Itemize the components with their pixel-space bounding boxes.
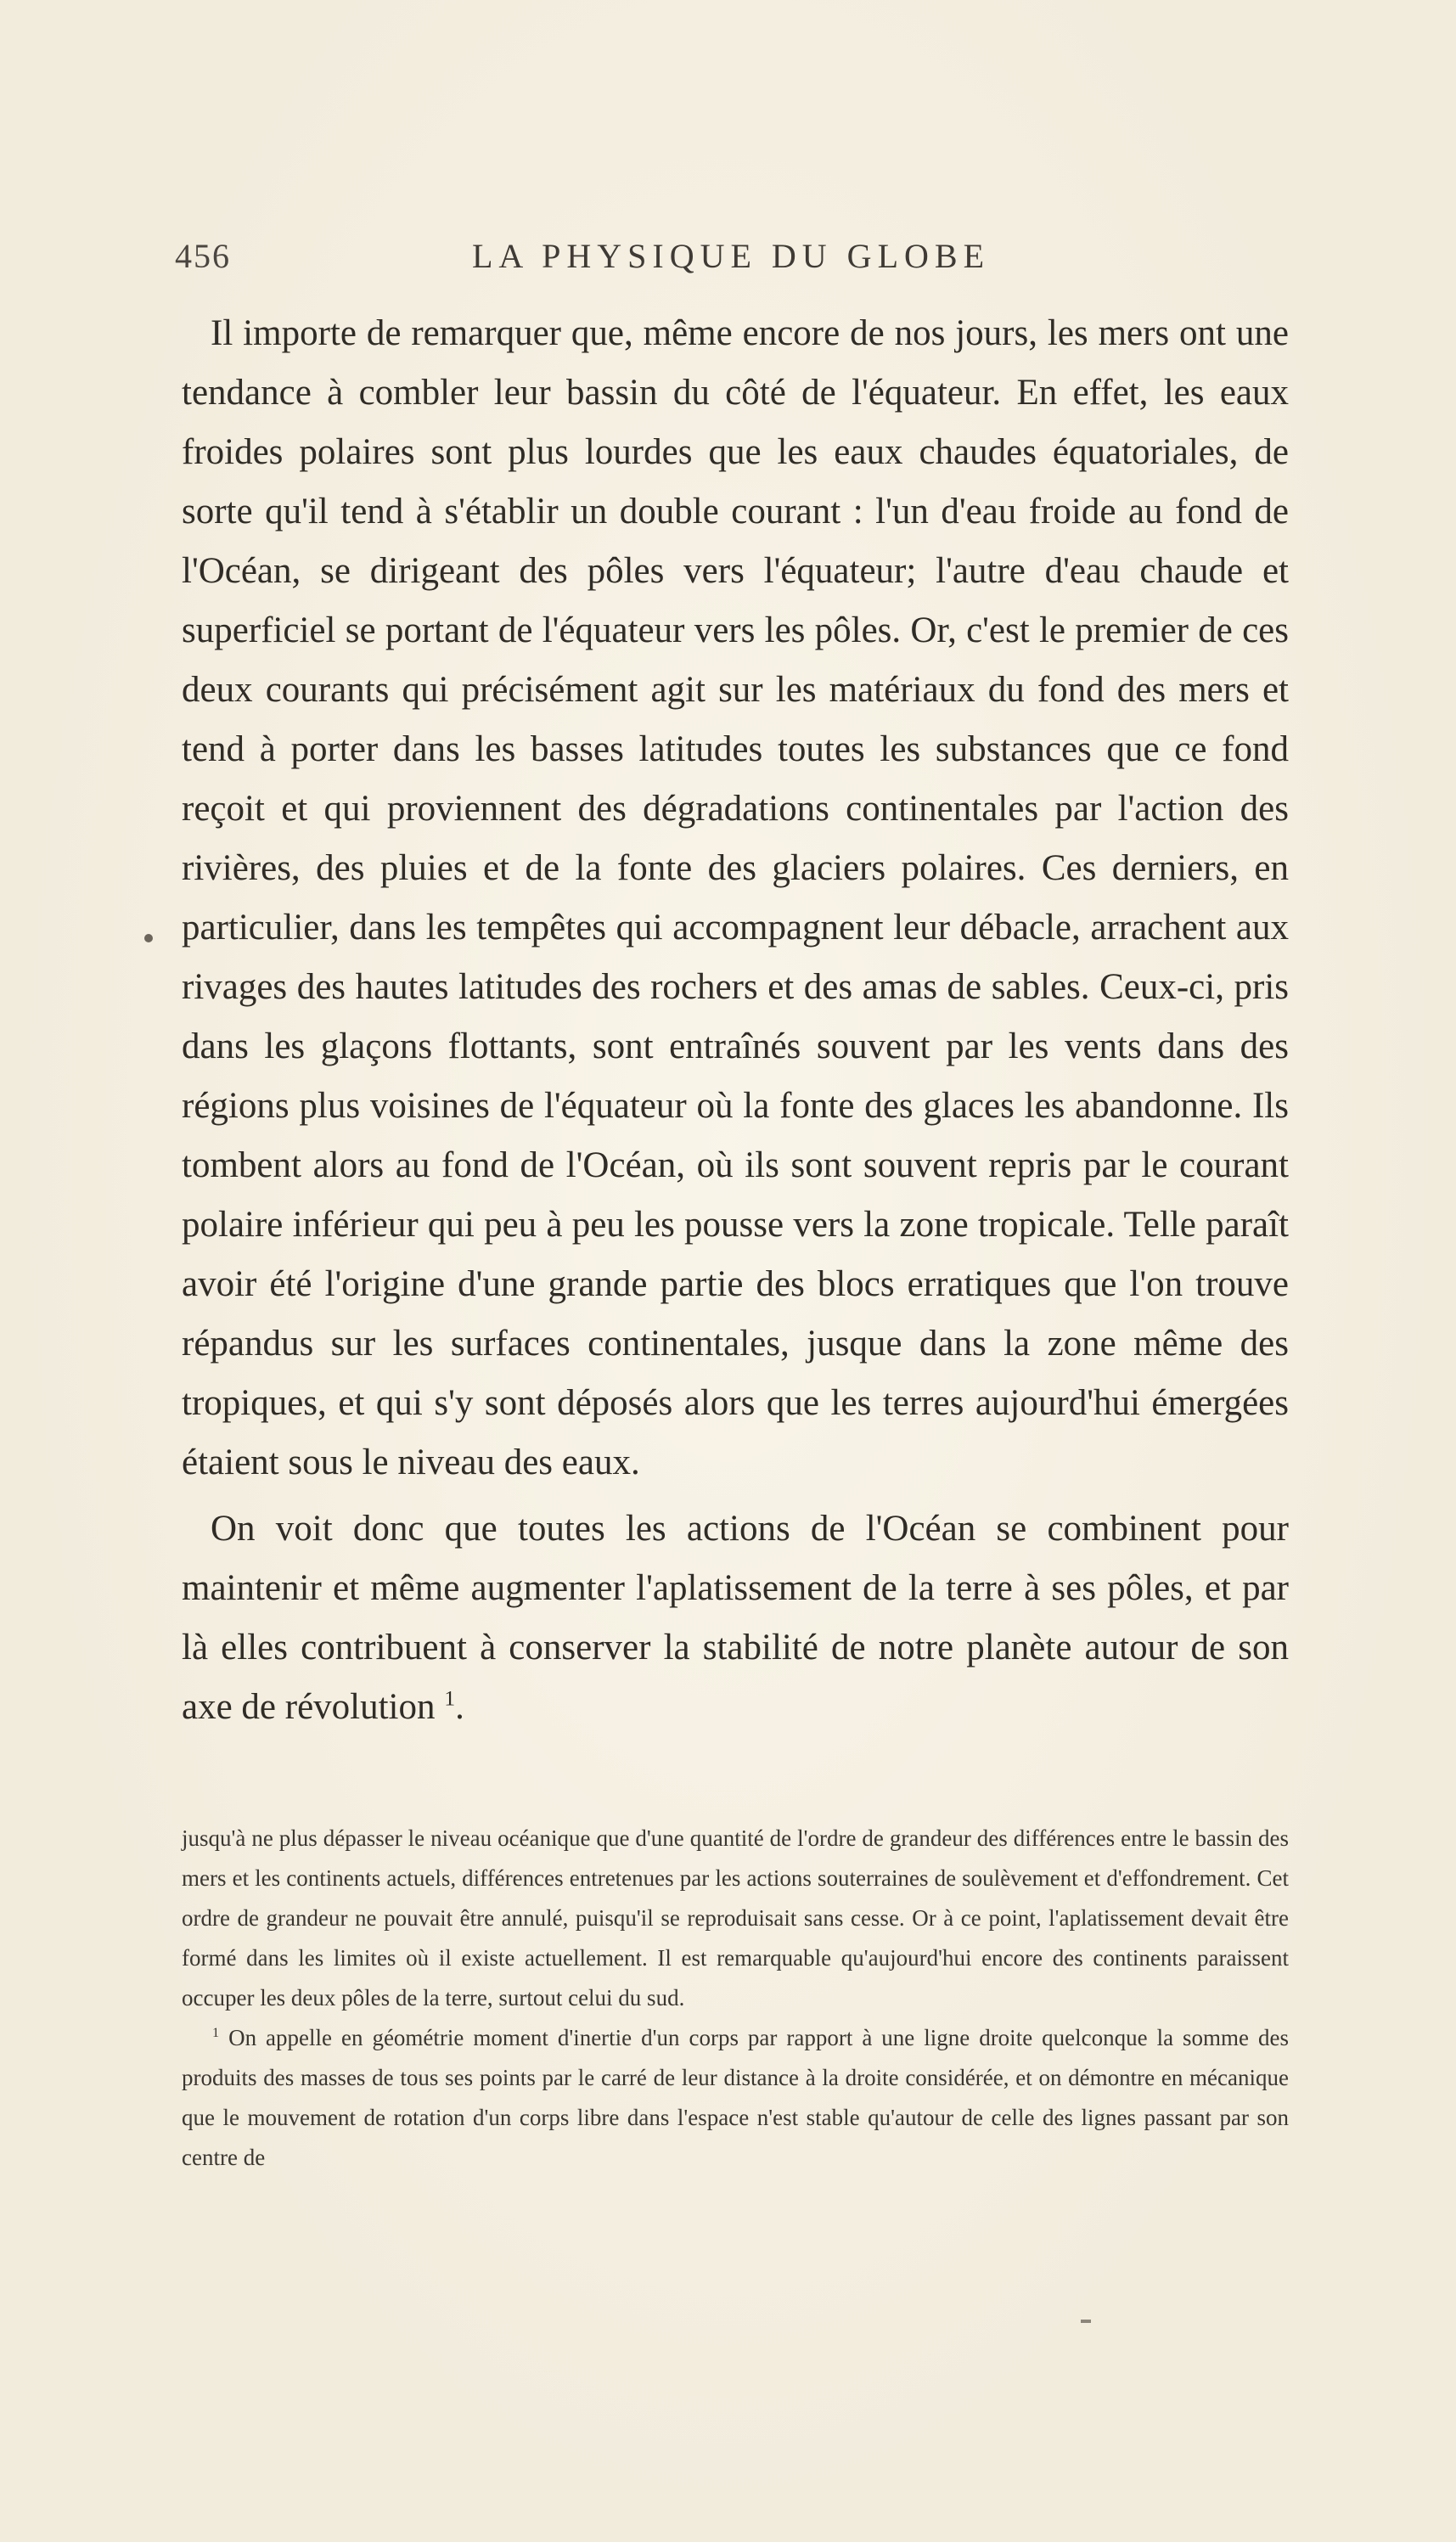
page-header [175, 236, 1287, 287]
page-number: 456 [175, 237, 231, 275]
paragraph-ocean-currents: Il importe de remarquer que, même encore de nos jours, les mers ont une tendance à combler leur bassin du côté de l'équateur. En effet, les eaux froides polaires sont plus lourdes que les eaux chaudes équatoriales, de sorte qu'il tend à s'établir un double courant : l'un d'eau froide au fond de l'Océan, se dirigeant des pôles vers l'équateur; l'autre d'eau chaude et superficiel se portant de l'équateur vers les pôles. Or, c'est le premier de ces deux courants qui précisément agit sur les matériaux du fond des mers et tend à porter dans les basses latitudes toutes les substances que ce fond reçoit et qui proviennent des dégradations continentales par l'action des rivières, des pluies et de la fonte des glaciers polaires. Ces derniers, en particulier, dans les tempêtes qui accompagnent leur débacle, arrachent aux rivages des hautes latitudes des rochers et des amas de sables. Ceux-ci, pris dans les glaçons flottants, sont entraînés souvent par les vents dans des régions plus voisines de l'équateur où la fonte des glaces les abandonne. Ils tombent alors au fond de l'Océan, où ils sont souvent repris par le courant polaire inférieur qui peu à peu les pousse vers la zone tropicale. Telle paraît avoir été l'origine d'une grande partie des blocs erratiques que l'on trouve répandus sur les surfaces continentales, jusque dans la zone même des tropiques, et qui s'y sont déposés alors que les terres aujourd'hui émergées étaient sous le niveau des eaux. [182, 313, 1289, 1482]
footnote-1-text: On appelle en géométrie moment d'inertie d'un corps par rapport à une ligne droite quelconque la somme des produits des masses de tous ses points par le carré de leur distance à la droite considérée, et on démontre en mécanique que le mouvement de rotation d'un corps libre dans l'espace n'est stable qu'autour de celle des lignes passant par son centre de [182, 2025, 1289, 2170]
paragraph-conclusion: On voit donc que toutes les actions de l'Océan se combinent pour maintenir et même augmenter l'aplatissement de la terre à ses pôles, et par là elles contribuent à conserver la stabilité de notre planète autour de son axe de révolution $^1$. [182, 1509, 1289, 1727]
margin-mark [144, 934, 153, 942]
footnote-reference: 1 [444, 1685, 456, 1711]
footnote-1 [182, 2018, 1289, 2178]
ink-speck [1081, 2320, 1091, 2323]
footnotes [182, 1819, 1289, 2178]
footnote-continued: jusqu'à ne plus dépasser le niveau océanique que d'une quantité de l'ordre de grandeur des différences entre le bassin des mers et les continents actuels, différences entretenues par les actions souterraines de soulèvement et d'effondrement. Cet ordre de grandeur ne pouvait être annulé, puisqu'il se reproduisait sans cesse. Or à ce point, l'aplatissement devait être formé dans les limites où il existe actuellement. Il est remarquable qu'aujourd'hui encore des continents paraissent occuper les deux pôles de la terre, surtout celui du sud. [182, 1825, 1289, 2011]
running-title: LA PHYSIQUE DU GLOBE [472, 237, 990, 275]
paragraph-conclusion-text: On voit donc que toutes les actions de l'Océan se combinent pour maintenir et même augmenter l'aplatissement de la terre à ses pôles, et par là elles contribuent à conserver la stabilité de notre planète autour de son axe de révolution [182, 1509, 1289, 1727]
main-text [182, 304, 1289, 1737]
footnote-number: 1 [212, 2025, 220, 2040]
